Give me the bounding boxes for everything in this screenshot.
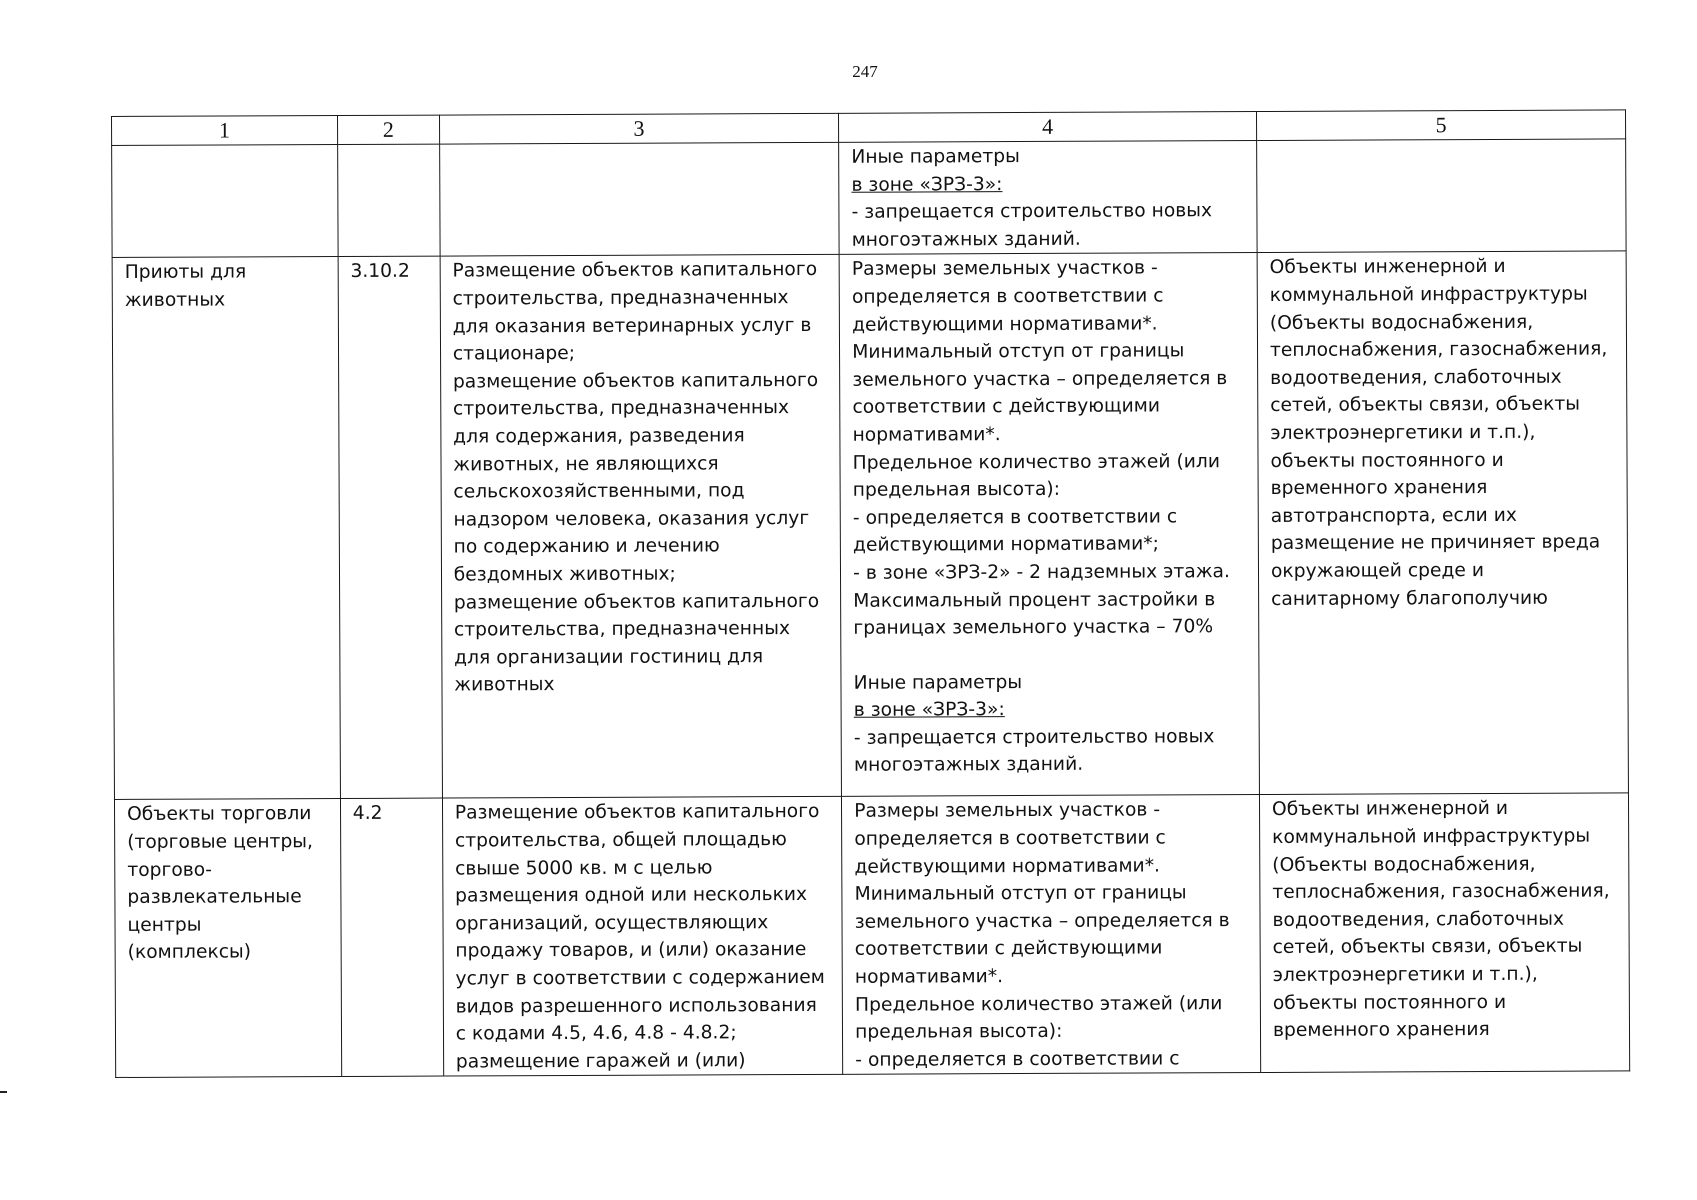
- land-use-name-cell: [112, 145, 338, 258]
- main-params-text: Размеры земельных участков - определяется в соответствии с действующими нормативами*. Минимальный отступ от границы земельного участка – определяется в соответствии с действующими нормативами*. Предельное количество этажей (или предельная высота): - определяется в соответствии с: [854, 799, 1230, 1071]
- table-row-retail: [114, 793, 1629, 1078]
- scan-margin-mark: [0, 1091, 7, 1093]
- paragraph-gap: [853, 641, 1246, 670]
- land-use-description-cell: [439, 142, 839, 256]
- column-header-4: 4: [839, 112, 1257, 143]
- other-params-text: - запрещается строительство новых многоэтажных зданий.: [851, 200, 1213, 251]
- main-params-text: Размеры земельных участков - определяется в соответствии с действующими нормативами*. Минимальный отступ от границы земельного участка – определяется в соответствии с действующими нормативами*. Предельное количество этажей (или предельная высота): - определяется в соответствии с действующими нормативами*; - в зоне «ЗРЗ-2» - 2 надземных этажа. Максимальный процент застройки в границах земельного участка – 70%: [851, 257, 1230, 639]
- auxiliary-uses-cell: [1257, 139, 1627, 253]
- land-use-description-cell: Размещение объектов капитального строительства, предназначенных для оказания ветеринарных услуг в стационаре; размещение объектов капитального строительства, предназначенных для содержания, разведения животных, не являющихся сельскохозяйственными, под надзором человека, оказания услуг по содержанию и лечению бездомных животных; размещение объектов капитального строительства, предназначенных для организации гостиниц для животных: [440, 255, 842, 799]
- land-use-code-cell: 4.2: [340, 798, 443, 1076]
- land-use-name-cell: Объекты торговли (торговые центры, торгово-развлекательные центры (комплексы): [114, 799, 341, 1078]
- auxiliary-uses-cell: Объекты инженерной и коммунальной инфраструктуры (Объекты водоснабжения, теплоснабжения, газоснабжения, водоотведения, слаботочных сетей, объекты связи, объекты электроэнергетики и т.п.), объекты постоянного и временного хранения автотранспорта, если их размещение не причиняет вреда окружающей среде и санитарному благополучию: [1257, 251, 1628, 795]
- land-use-code-cell: 3.10.2: [338, 256, 442, 798]
- other-params-title: Иные параметры: [851, 146, 1020, 168]
- zone-label: в зоне «ЗРЗ-3»:: [853, 699, 1005, 722]
- column-header-1: 1: [112, 116, 338, 146]
- column-header-5: 5: [1256, 110, 1625, 141]
- auxiliary-uses-cell: Объекты инженерной и коммунальной инфраструктуры (Объекты водоснабжения, теплоснабжения, газоснабжения, водоотведения, слаботочных сетей, объекты связи, объекты электроэнергетики и т.п.), объекты постоянного и временного хранения: [1259, 793, 1629, 1073]
- table-row-animal-shelters: [112, 251, 1628, 800]
- column-header-2: 2: [337, 115, 439, 144]
- parameters-cell: [839, 141, 1257, 255]
- land-use-name-cell: Приюты для животных: [112, 257, 340, 800]
- column-header-3: 3: [439, 113, 839, 144]
- page-number: 247: [852, 62, 878, 81]
- other-params-title: Иные параметры: [853, 671, 1023, 694]
- zone-label: в зоне «ЗРЗ-3»:: [851, 173, 1003, 196]
- land-use-code-cell: [337, 144, 440, 257]
- parameters-cell: [842, 795, 1261, 1075]
- table-row-continuation: [112, 139, 1626, 258]
- land-use-description-cell: Размещение объектов капитального строительства, общей площадью свыше 5000 кв. м с целью размещения одной или нескольких организаций, осуществляющих продажу товаров, и (или) оказание услуг в соответствии с содержанием видов разрешенного использования с кодами 4.5, 4.6, 4.8 - 4.8.2; размещение гаражей и (или): [442, 797, 843, 1077]
- other-params-text: - запрещается строительство новых многоэтажных зданий.: [853, 726, 1215, 777]
- zoning-table: [111, 109, 1630, 1078]
- parameters-cell: [839, 253, 1259, 797]
